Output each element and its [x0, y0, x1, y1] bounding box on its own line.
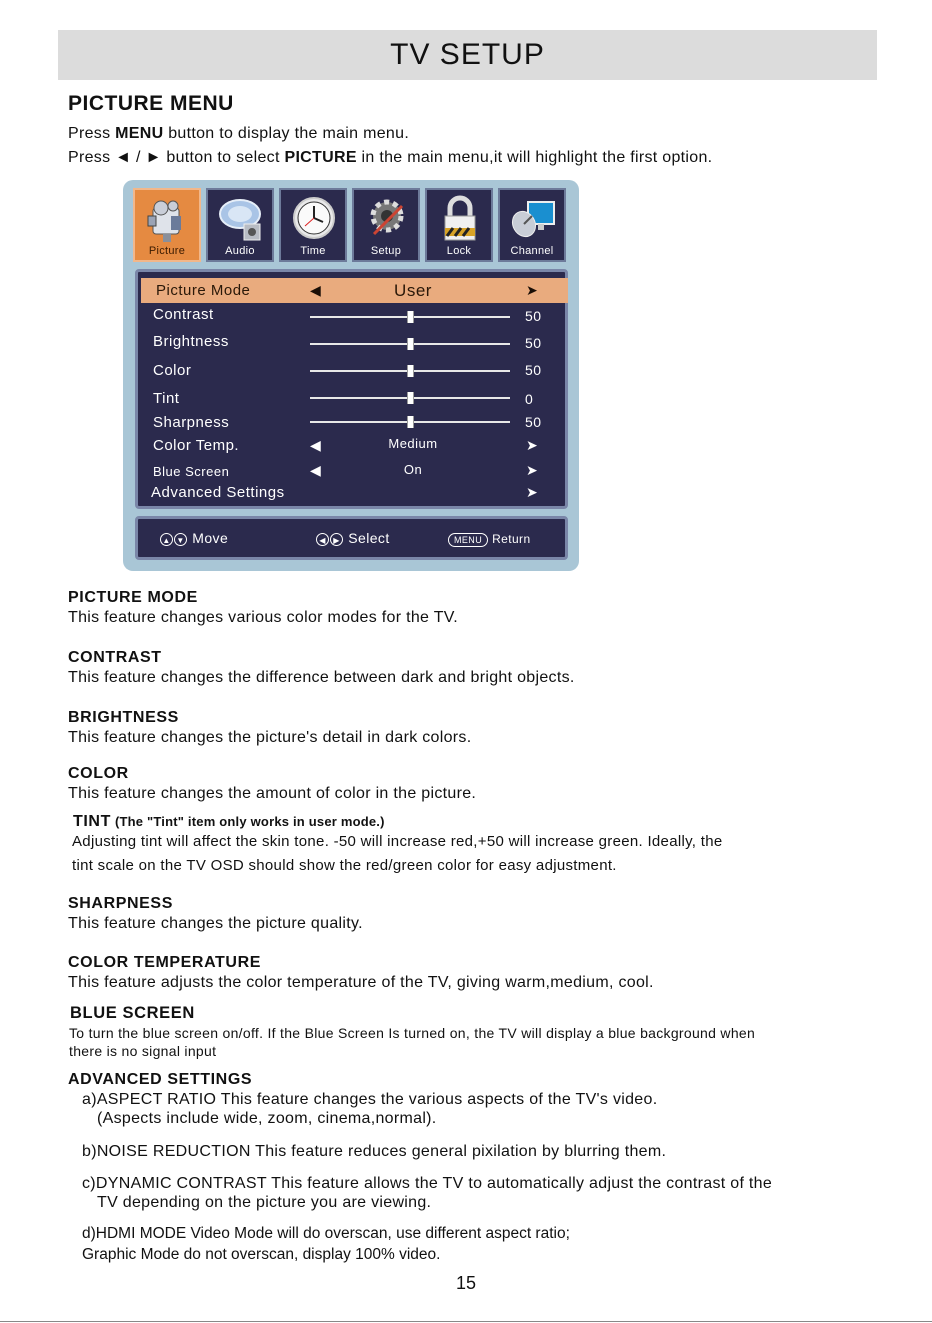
tint-slider-knob[interactable]: [407, 392, 414, 404]
osd-row-value: Medium: [388, 436, 438, 451]
hint-return: [448, 532, 531, 547]
contrast-slider-knob[interactable]: [407, 311, 414, 323]
osd-tab-label: Channel: [510, 245, 554, 257]
intro-text: Press: [68, 125, 116, 142]
intro-line-1: [68, 125, 409, 143]
osd-tab-time[interactable]: [279, 188, 347, 262]
color-slider-knob[interactable]: [407, 365, 414, 377]
intro-text: in the main menu,it will highlight the first option.: [356, 149, 713, 166]
osd-row-label: Blue Screen: [153, 464, 230, 479]
arrow-right-icon[interactable]: ➤: [526, 484, 539, 500]
intro-text: button to display the main menu.: [163, 125, 410, 142]
arrow-right-icon[interactable]: ➤: [526, 462, 539, 478]
text-contrast: This feature changes the difference between dark and bright objects.: [68, 669, 575, 686]
osd-tab-audio[interactable]: [206, 188, 274, 262]
text-advanced-a2: (Aspects include wide, zoom, cinema,normal).: [97, 1110, 437, 1127]
arrow-down-icon: ▼: [174, 533, 187, 546]
arrow-left-icon: ◀: [316, 533, 329, 546]
osd-tab-picture[interactable]: [133, 188, 201, 262]
intro-key-picture: PICTURE: [284, 149, 357, 166]
text-picture-mode: This feature changes various color modes for the TV.: [68, 609, 459, 626]
heading-contrast: CONTRAST: [68, 649, 162, 666]
osd-row-advanced-settings[interactable]: [138, 482, 571, 506]
osd-tab-label: Setup: [370, 245, 402, 257]
sharpness-slider-track[interactable]: [310, 421, 510, 423]
osd-row-tint[interactable]: [138, 385, 571, 409]
heading-tint: [73, 813, 385, 831]
text-advanced-c2: TV depending on the picture you are viewing.: [97, 1194, 432, 1211]
osd-row-value: 50: [525, 308, 542, 324]
clock-icon: [291, 194, 337, 244]
osd-row-color[interactable]: [138, 358, 571, 382]
text-advanced-b1: b)NOISE REDUCTION This feature reduces general pixilation by blurring them.: [82, 1143, 667, 1160]
hint-return-label: Return: [492, 532, 531, 546]
text-blue-screen-2: there is no signal input: [69, 1043, 217, 1059]
heading-color: COLOR: [68, 765, 129, 782]
heading-picture-mode: PICTURE MODE: [68, 589, 198, 606]
arrow-right-icon: ▶: [330, 533, 343, 546]
text-tint-2: tint scale on the TV OSD should show the red/green color for easy adjustment.: [72, 857, 617, 874]
osd-tab-setup[interactable]: [352, 188, 420, 262]
brightness-slider-track[interactable]: [310, 343, 510, 345]
arrow-left-icon[interactable]: ◀: [310, 462, 322, 478]
arrow-right-icon[interactable]: ➤: [526, 282, 539, 298]
text-advanced-a1: a)ASPECT RATIO This feature changes the various aspects of the TV's video.: [82, 1091, 658, 1108]
hint-move: [160, 530, 228, 546]
osd-row-value: User: [394, 281, 432, 300]
osd-row-value: 50: [525, 414, 542, 430]
header-banner: [58, 30, 877, 80]
heading-tint-title: TINT: [73, 813, 111, 830]
osd-row-label: Contrast: [153, 306, 214, 323]
intro-line-2: [68, 149, 712, 167]
osd-row-color-temp[interactable]: [138, 435, 571, 459]
osd-tab-label: Audio: [225, 245, 255, 257]
text-advanced-d1: d)HDMI MODE Video Mode will do overscan, use different aspect ratio;: [82, 1225, 570, 1242]
contrast-slider-track[interactable]: [310, 316, 510, 318]
arrow-right-icon[interactable]: ➤: [526, 437, 539, 453]
padlock-icon: [437, 194, 483, 244]
osd-tab-channel[interactable]: [498, 188, 566, 262]
bottom-rule: [0, 1321, 932, 1322]
osd-row-picture-mode[interactable]: [138, 280, 571, 304]
heading-sharpness: SHARPNESS: [68, 895, 173, 912]
osd-row-label: Advanced Settings: [151, 484, 285, 501]
gear-icon: [364, 194, 410, 244]
speaker-icon: [218, 194, 264, 244]
osd-row-label: Sharpness: [153, 414, 230, 431]
tint-slider-track[interactable]: [310, 397, 510, 399]
page-number: 15: [455, 1273, 477, 1293]
osd-row-label: Picture Mode: [156, 282, 251, 299]
osd-tab-lock[interactable]: [425, 188, 493, 262]
color-slider-track[interactable]: [310, 370, 510, 372]
menu-key-icon: MENU: [448, 533, 488, 547]
brightness-slider-knob[interactable]: [407, 338, 414, 350]
heading-brightness: BRIGHTNESS: [68, 709, 179, 726]
text-color: This feature changes the amount of color in the picture.: [68, 785, 477, 802]
osd-row-value: On: [403, 462, 423, 477]
intro-key-menu: MENU: [115, 125, 164, 142]
hint-select-label: Select: [348, 530, 390, 546]
sharpness-slider-knob[interactable]: [407, 416, 414, 428]
tint-note: (The "Tint" item only works in user mode.): [114, 814, 385, 829]
camcorder-icon: [145, 194, 191, 244]
hint-move-label: Move: [192, 530, 229, 546]
heading-color-temperature: COLOR TEMPERATURE: [68, 954, 262, 971]
osd-row-label: Color: [153, 362, 192, 379]
text-brightness: This feature changes the picture's detail in dark colors.: [68, 729, 472, 746]
arrow-left-icon[interactable]: ◀: [310, 437, 322, 453]
osd-row-value: 0: [525, 391, 534, 407]
osd-row-sharpness[interactable]: [138, 409, 571, 433]
osd-tab-label: Time: [300, 245, 326, 257]
osd-row-blue-screen[interactable]: [138, 460, 571, 484]
section-title: PICTURE MENU: [68, 92, 234, 115]
hint-select: [316, 530, 390, 546]
arrow-left-icon[interactable]: ◀: [310, 282, 322, 298]
osd-picture-panel: [135, 269, 568, 509]
osd-tab-label: Lock: [446, 245, 472, 257]
page-header-title: TV SETUP: [390, 38, 545, 71]
text-advanced-c1: c)DYNAMIC CONTRAST This feature allows the TV to automatically adjust the contrast of the: [82, 1175, 773, 1192]
osd-tab-bar: [133, 188, 569, 264]
osd-row-contrast[interactable]: [138, 304, 571, 328]
arrow-up-icon: ▲: [160, 533, 173, 546]
text-sharpness: This feature changes the picture quality.: [68, 915, 363, 932]
satellite-dish-icon: [510, 194, 556, 244]
osd-row-label: Tint: [153, 390, 180, 407]
osd-row-label: Color Temp.: [153, 437, 240, 454]
osd-footer-hints: [135, 516, 568, 560]
text-tint-1: Adjusting tint will affect the skin tone. -50 will increase red,+50 will increase green. Ideally, the: [72, 833, 723, 850]
text-advanced-d2: Graphic Mode do not overscan, display 100% video.: [82, 1246, 441, 1263]
osd-tab-label: Picture: [148, 245, 186, 257]
osd-row-value: 50: [525, 362, 542, 378]
intro-text: Press ◄ / ► button to select: [68, 149, 285, 166]
osd-row-label: Brightness: [153, 333, 229, 350]
text-color-temperature: This feature adjusts the color temperature of the TV, giving warm,medium, cool.: [68, 974, 654, 991]
osd-row-value: 50: [525, 335, 542, 351]
heading-advanced-settings: ADVANCED SETTINGS: [68, 1071, 253, 1088]
osd-menu-screenshot: [123, 180, 579, 571]
osd-row-brightness[interactable]: [138, 331, 571, 355]
text-blue-screen-1: To turn the blue screen on/off. If the Blue Screen Is turned on, the TV will display a blue background when: [69, 1025, 756, 1041]
heading-blue-screen: BLUE SCREEN: [70, 1004, 195, 1022]
